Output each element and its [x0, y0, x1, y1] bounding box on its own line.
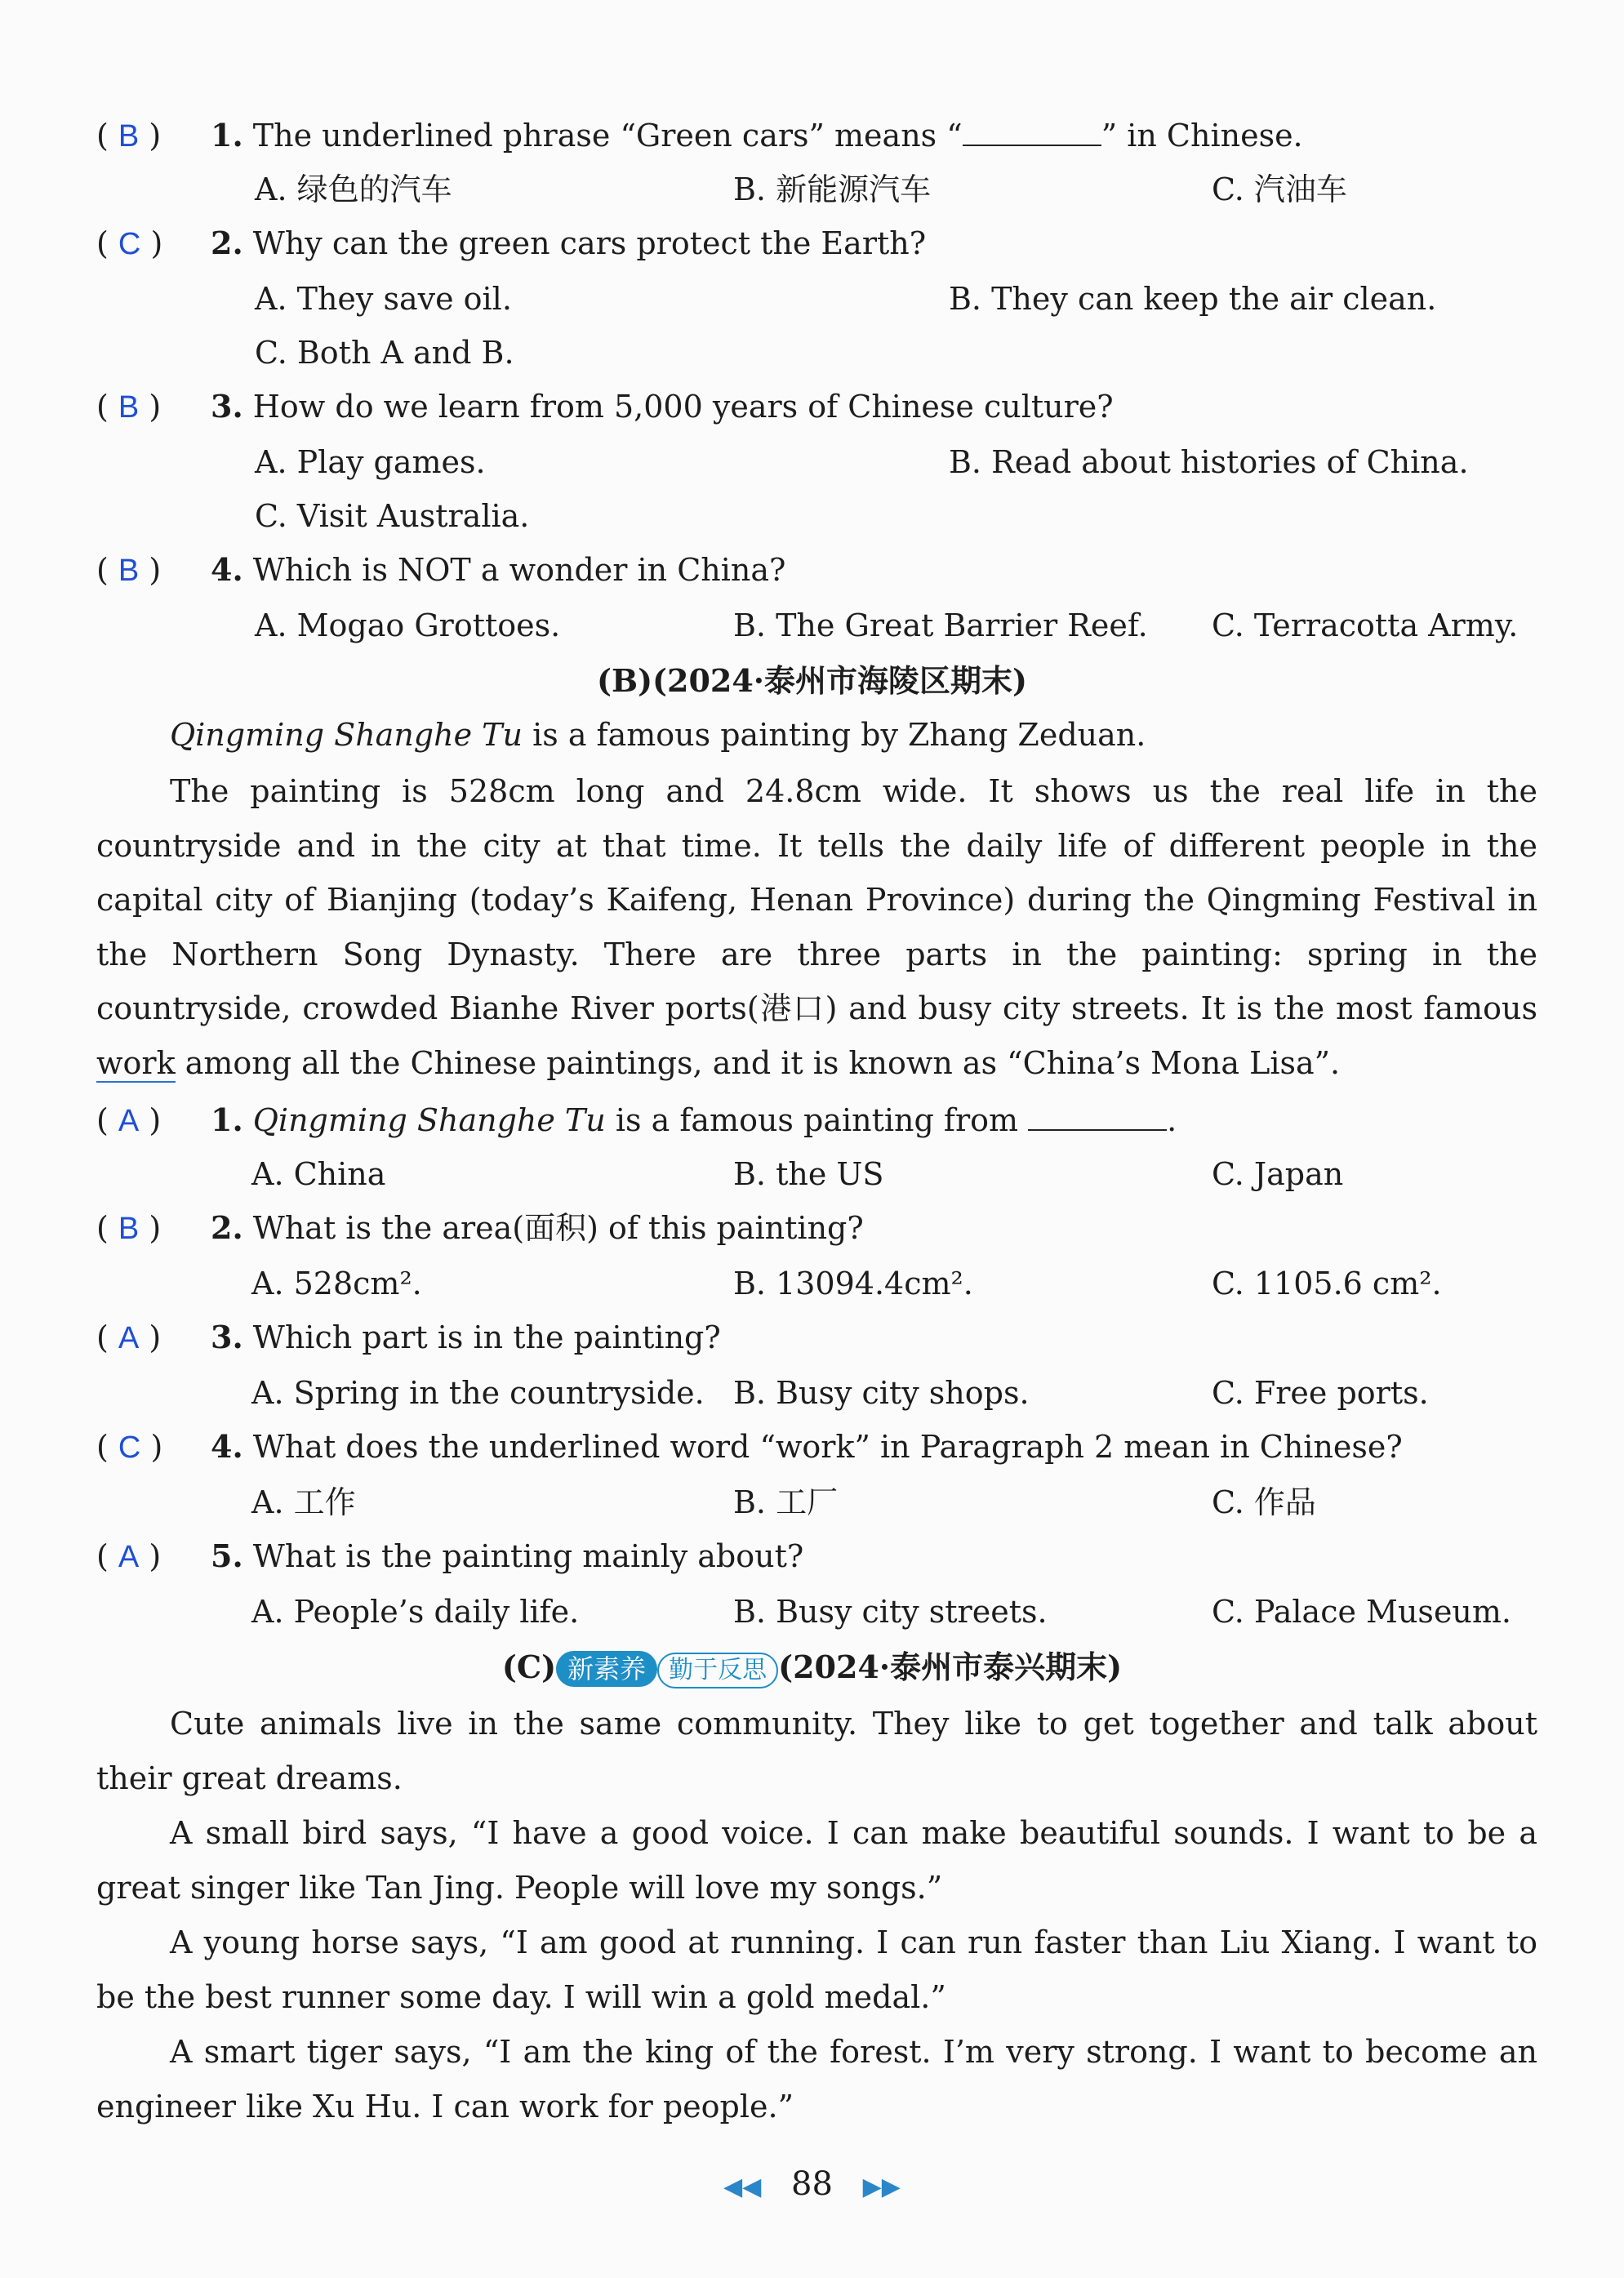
- option: C. Japan: [1212, 1156, 1344, 1192]
- option: C. Free ports.: [1212, 1375, 1429, 1411]
- option: A. People’s daily life.: [251, 1594, 580, 1630]
- tag-badge: 新素养: [556, 1651, 657, 1687]
- underlined-word: work: [96, 1044, 176, 1081]
- passage-paragraph: Cute animals live in the same community. They like to get together and talk about their great dreams.: [96, 1706, 1537, 1796]
- option: C. Visit Australia.: [255, 498, 530, 534]
- question-b3: ( A ) 3. Which part is in the painting?: [96, 1319, 721, 1355]
- answer-blank: [963, 117, 1101, 146]
- option: A. 工作: [251, 1484, 356, 1520]
- page-number: 88: [791, 2165, 833, 2203]
- option: B. Busy city shops.: [733, 1375, 1030, 1411]
- option: A. China: [251, 1156, 386, 1192]
- passage-paragraph: A small bird says, “I have a good voice. I can make beautiful sounds. I want to be a great singer like Tan Jing. People will love my songs.”: [96, 1815, 1537, 1906]
- answer: B: [118, 119, 140, 153]
- question-b4: ( C ) 4. What does the underlined word “work” in Paragraph 2 mean in Chinese?: [96, 1428, 1403, 1465]
- passage-paragraph: The painting is 528cm long and 24.8cm wide. It shows us the real life in the countryside and in the city at that time. It tells the daily life of different people in the capital city of Bianjing (today’s Kaifeng, Henan Province) during the Qingming Festival in the Northern Song Dynasty. There are three parts in the painting: spring in the countryside, crowded Bianhe River ports(港口) and busy city streets. It is the most famous work among all the Chinese paintings, and it is known as “China’s Mona Lisa”.: [96, 773, 1537, 1081]
- option: B. The Great Barrier Reef.: [733, 607, 1148, 643]
- option: C. 作品: [1212, 1484, 1316, 1520]
- option: C. Terracotta Army.: [1212, 607, 1519, 643]
- question-a2: ( C ) 2. Why can the green cars protect the Earth?: [96, 225, 927, 261]
- next-arrows-icon: ▶▶: [862, 2173, 901, 2201]
- option: A. Mogao Grottoes.: [255, 607, 561, 643]
- question-a3: ( B ) 3. How do we learn from 5,000 years of Chinese culture?: [96, 388, 1114, 425]
- question-b1: ( A ) 1. Qingming Shanghe Tu is a famous painting from .: [96, 1101, 1177, 1138]
- passage-paragraph: A young horse says, “I am good at running. I can run faster than Liu Xiang. I want to be the best runner some day. I will win a gold medal.”: [96, 1924, 1537, 2015]
- question-b5: ( A ) 5. What is the painting mainly about?: [96, 1537, 804, 1574]
- option: A. 528cm².: [251, 1266, 422, 1301]
- passage-title-line: Qingming Shanghe Tu is a famous painting by Zhang Zeduan.: [170, 717, 1146, 753]
- answer-blank: [1028, 1101, 1167, 1131]
- option: C. Palace Museum.: [1212, 1594, 1512, 1630]
- option: B. They can keep the air clean.: [949, 281, 1437, 317]
- section-b-heading: (B)(2024·泰州市海陵区期末): [596, 662, 1028, 699]
- question-a4: ( B ) 4. Which is NOT a wonder in China?: [96, 551, 786, 588]
- tag-badge-outline: 勤于反思: [657, 1653, 778, 1688]
- option: C. 1105.6 cm².: [1212, 1266, 1442, 1301]
- option: A. Spring in the countryside.: [251, 1375, 705, 1411]
- option: A. They save oil.: [255, 281, 512, 317]
- option: B. Read about histories of China.: [949, 444, 1469, 480]
- passage-paragraph: A smart tiger says, “I am the king of the forest. I’m very strong. I want to become an engineer like Xu Hu. I can work for people.”: [96, 2034, 1537, 2125]
- option: C. 汽油车: [1212, 171, 1347, 207]
- option: B. 工厂: [733, 1484, 839, 1520]
- option: A. Play games.: [255, 444, 486, 480]
- page-footer: [0, 2165, 1624, 2203]
- option: A. 绿色的汽车: [255, 171, 452, 207]
- option: B. 13094.4cm².: [733, 1266, 973, 1301]
- question-b2: ( B ) 2. What is the area(面积) of this painting?: [96, 1209, 864, 1246]
- prev-arrows-icon: ◀◀: [723, 2173, 762, 2201]
- option: B. 新能源汽车: [733, 171, 932, 207]
- section-c-heading: (C) 新素养 勤于反思 (2024·泰州市泰兴期末): [0, 1646, 1624, 1688]
- question-a1: ( B ) 1. The underlined phrase “Green cars” means “ ” in Chinese.: [96, 117, 1303, 153]
- option: C. Both A and B.: [255, 335, 514, 371]
- option: B. the US: [733, 1156, 884, 1192]
- option: B. Busy city streets.: [733, 1594, 1048, 1630]
